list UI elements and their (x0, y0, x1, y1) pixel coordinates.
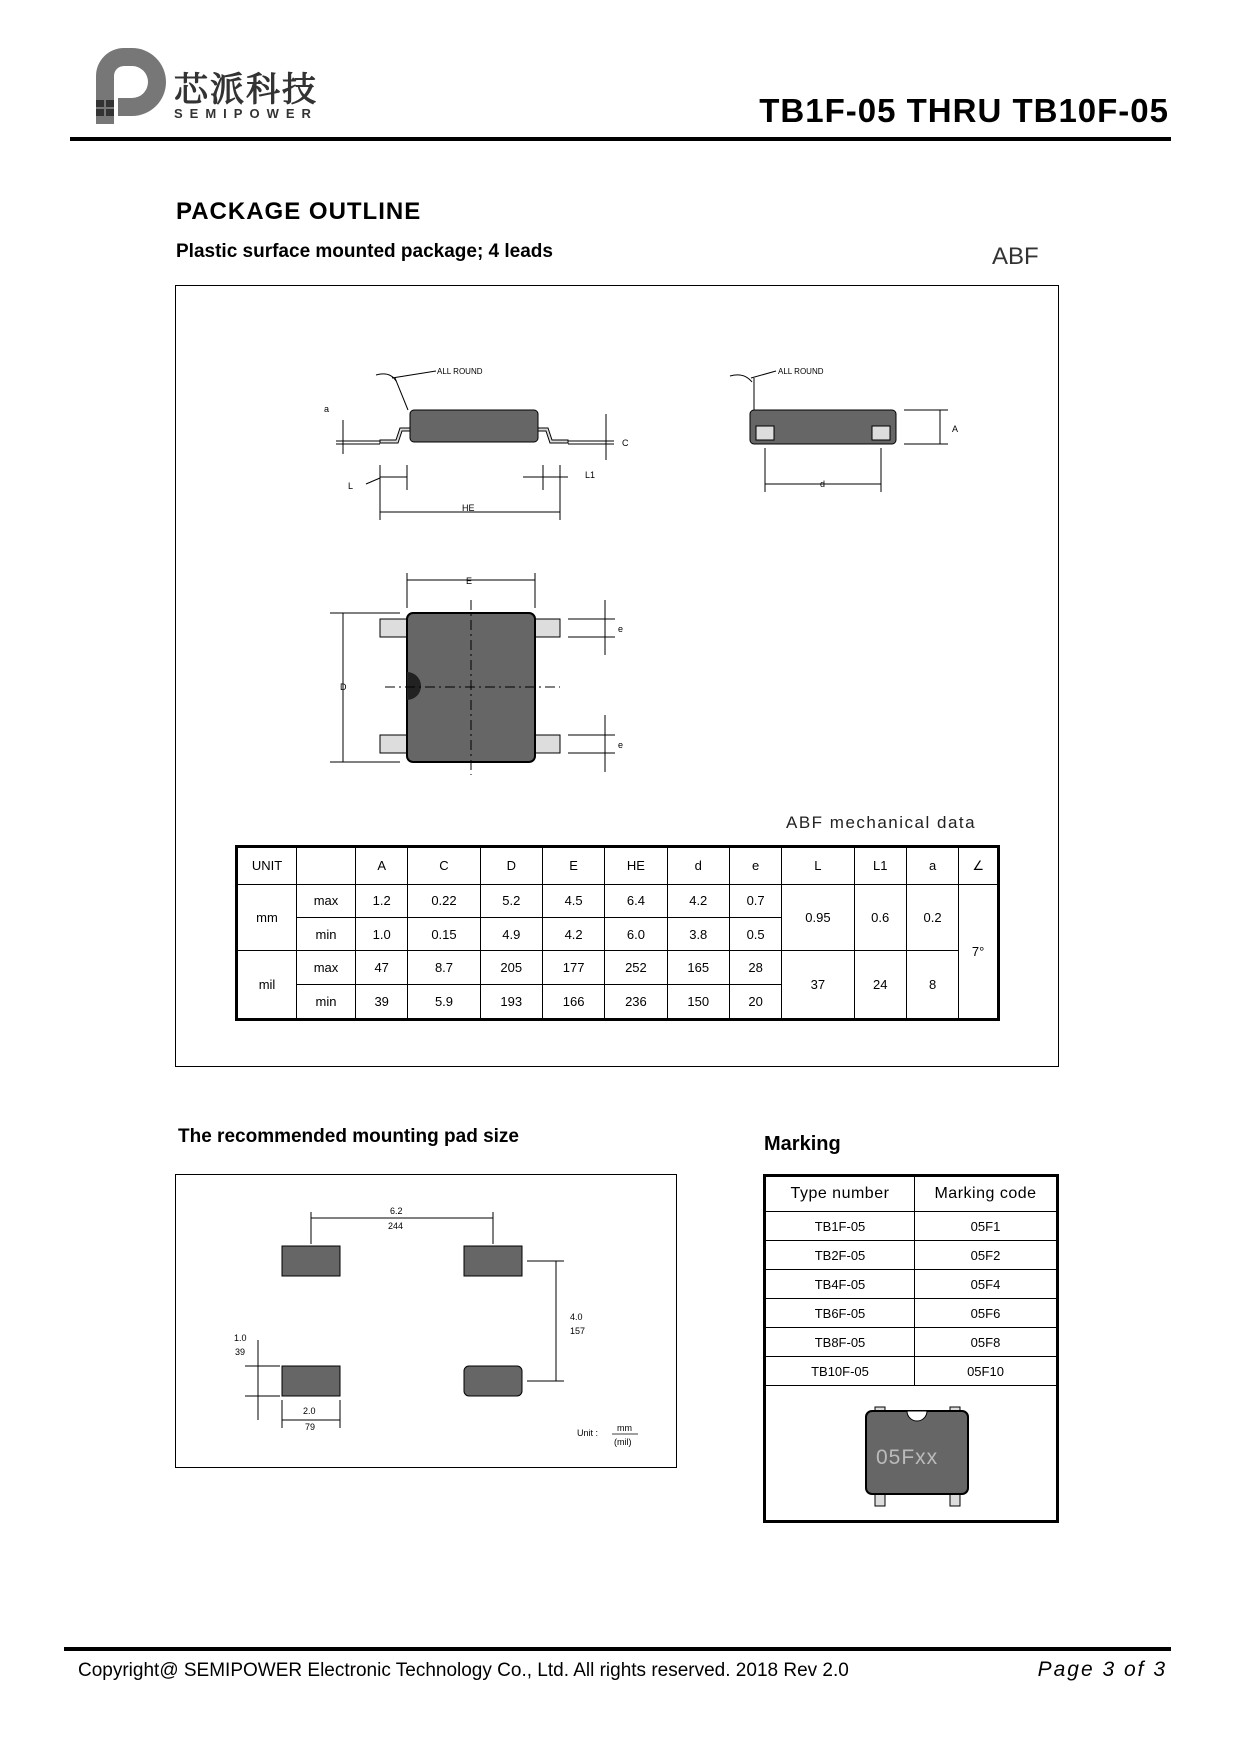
value-cell: 28 (729, 951, 781, 984)
value-cell: 166 (542, 984, 604, 1019)
unit-cell: mm (237, 884, 297, 951)
pad-dim-20: 2.0 (303, 1406, 316, 1416)
table-header-row (237, 847, 999, 885)
unit-label: Unit : (577, 1428, 599, 1438)
pad-dim-244: 244 (388, 1221, 404, 1231)
value-cell: 5.9 (408, 984, 480, 1019)
pad-dim-40: 4.0 (570, 1312, 583, 1322)
value-cell: 6.4 (605, 884, 667, 917)
value-cell: 0.15 (408, 917, 480, 950)
end-lead-left (756, 426, 774, 440)
pad-dim-79: 79 (305, 1422, 316, 1432)
marking-code-cell: 05F4 (915, 1270, 1058, 1299)
header-cell: L1 (854, 847, 906, 885)
value-cell: 6.0 (605, 917, 667, 950)
value-cell: 0.7 (729, 884, 781, 917)
dim-label-d: d (820, 479, 826, 489)
value-cell: 4.2 (667, 884, 729, 917)
unit-cell: mil (237, 951, 297, 1020)
value-cell: 39 (356, 984, 408, 1019)
dim-label-l1: L1 (585, 470, 596, 480)
table-header-row (765, 1176, 1058, 1212)
header-cell: C (408, 847, 480, 885)
value-cell: 177 (542, 951, 604, 984)
value-cell: 4.2 (542, 917, 604, 950)
header-cell: A (356, 847, 408, 885)
end-all-round-label: ALL ROUND (778, 367, 824, 376)
dim-label-a: a (324, 404, 330, 414)
marking-code-cell: 05F1 (915, 1212, 1058, 1241)
marking-heading: Marking (764, 1133, 841, 1155)
brand-english-name: SEMIPOWER (174, 106, 318, 121)
value-cell: 3.8 (667, 917, 729, 950)
header-cell: e (729, 847, 781, 885)
dim-label-c: C (622, 438, 629, 448)
value-cell: 0.5 (729, 917, 781, 950)
value-cell: 0.6 (854, 884, 906, 951)
pad-3 (282, 1366, 340, 1396)
document-title: TB1F-05 THRU TB10F-05 (759, 92, 1169, 129)
marking-table (763, 1174, 1059, 1386)
header-cell: HE (605, 847, 667, 885)
type-number-cell: TB6F-05 (765, 1299, 915, 1328)
copyright-text: Copyright@ SEMIPOWER Electronic Technology Co., Ltd. All rights reserved. 2018 Rev 2.0 (78, 1660, 849, 1681)
dim-label-he: HE (462, 503, 475, 513)
value-cell: 37 (782, 951, 854, 1020)
value-cell: 5.2 (480, 884, 542, 917)
marking-chip-drawing (860, 1405, 980, 1517)
pad-dim-10: 1.0 (234, 1333, 247, 1343)
limit-cell: min (297, 917, 356, 950)
header-cell: a (906, 847, 958, 885)
table-row (237, 884, 999, 917)
value-cell: 0.22 (408, 884, 480, 917)
dim-label-e-top: e (618, 624, 624, 634)
footer-rule (64, 1647, 1171, 1651)
mounting-pad-drawing (178, 1177, 674, 1465)
all-round-label: ALL ROUND (437, 367, 483, 376)
limit-cell: min (297, 984, 356, 1019)
side-body (410, 410, 538, 442)
table-row (765, 1212, 1058, 1241)
dim-label-l: L (348, 481, 354, 491)
marking-code-cell: 05F2 (915, 1241, 1058, 1270)
dim-label-A: A (952, 424, 959, 434)
package-subtitle: Plastic surface mounted package; 4 leads (176, 241, 553, 262)
value-cell: 20 (729, 984, 781, 1019)
end-view-drawing (720, 355, 960, 495)
value-cell: 1.0 (356, 917, 408, 950)
pad-1 (282, 1246, 340, 1276)
header-cell: D (480, 847, 542, 885)
value-cell: 24 (854, 951, 906, 1020)
value-cell: 47 (356, 951, 408, 984)
dim-label-e-bottom: e (618, 740, 624, 750)
header-cell: L (782, 847, 854, 885)
marking-code-cell: 05F10 (915, 1357, 1058, 1386)
value-cell: 165 (667, 951, 729, 984)
value-cell: 4.5 (542, 884, 604, 917)
dim-label-E: E (466, 576, 473, 586)
package-outline-heading: PACKAGE OUTLINE (176, 198, 422, 225)
value-cell: 8.7 (408, 951, 480, 984)
marking-code-header: Marking code (915, 1176, 1058, 1212)
table-row (765, 1328, 1058, 1357)
header-cell: UNIT (237, 847, 297, 885)
type-number-cell: TB1F-05 (765, 1212, 915, 1241)
value-cell: 193 (480, 984, 542, 1019)
header-cell (297, 847, 356, 885)
pad-2 (464, 1246, 522, 1276)
page-number: Page 3 of 3 (1037, 1658, 1167, 1681)
brand-chinese-name: 芯派科技 (174, 70, 318, 110)
unit-mm: mm (617, 1423, 632, 1433)
table-row (765, 1270, 1058, 1299)
type-number-cell: TB4F-05 (765, 1270, 915, 1299)
unit-mil: (mil) (614, 1437, 632, 1447)
mechanical-data-table (235, 845, 1000, 1021)
marking-code-cell: 05F8 (915, 1328, 1058, 1357)
chip-marking-text: 05Fxx (876, 1446, 939, 1469)
header-cell: ∠ (959, 847, 999, 885)
header-rule (70, 137, 1171, 141)
header-cell: E (542, 847, 604, 885)
top-view-drawing (325, 570, 645, 780)
value-cell: 4.9 (480, 917, 542, 950)
mounting-pad-heading: The recommended mounting pad size (178, 1126, 519, 1147)
angle-cell: 7° (959, 884, 999, 1019)
side-lead-left (380, 428, 410, 443)
value-cell: 0.2 (906, 884, 958, 951)
value-cell: 252 (605, 951, 667, 984)
mechanical-data-caption: ABF mechanical data (786, 813, 977, 832)
marking-code-cell: 05F6 (915, 1299, 1058, 1328)
pad-dim-39: 39 (235, 1347, 246, 1357)
package-code: ABF (992, 243, 1039, 270)
value-cell: 0.95 (782, 884, 854, 951)
value-cell: 150 (667, 984, 729, 1019)
type-number-cell: TB8F-05 (765, 1328, 915, 1357)
value-cell: 236 (605, 984, 667, 1019)
header-cell: d (667, 847, 729, 885)
end-lead-right (872, 426, 890, 440)
type-number-cell: TB10F-05 (765, 1357, 915, 1386)
side-lead-right (538, 428, 568, 443)
type-number-cell: TB2F-05 (765, 1241, 915, 1270)
table-row (765, 1357, 1058, 1386)
pad-dim-62: 6.2 (390, 1206, 403, 1216)
pad-dim-157: 157 (570, 1326, 586, 1336)
limit-cell: max (297, 884, 356, 917)
dim-label-D: D (340, 682, 347, 692)
value-cell: 1.2 (356, 884, 408, 917)
table-row (765, 1241, 1058, 1270)
table-row (237, 951, 999, 984)
semipower-logo (88, 48, 170, 130)
value-cell: 8 (906, 951, 958, 1020)
type-number-header: Type number (765, 1176, 915, 1212)
value-cell: 205 (480, 951, 542, 984)
limit-cell: max (297, 951, 356, 984)
table-row (765, 1299, 1058, 1328)
pad-4 (464, 1366, 522, 1396)
side-view-drawing (320, 355, 640, 530)
